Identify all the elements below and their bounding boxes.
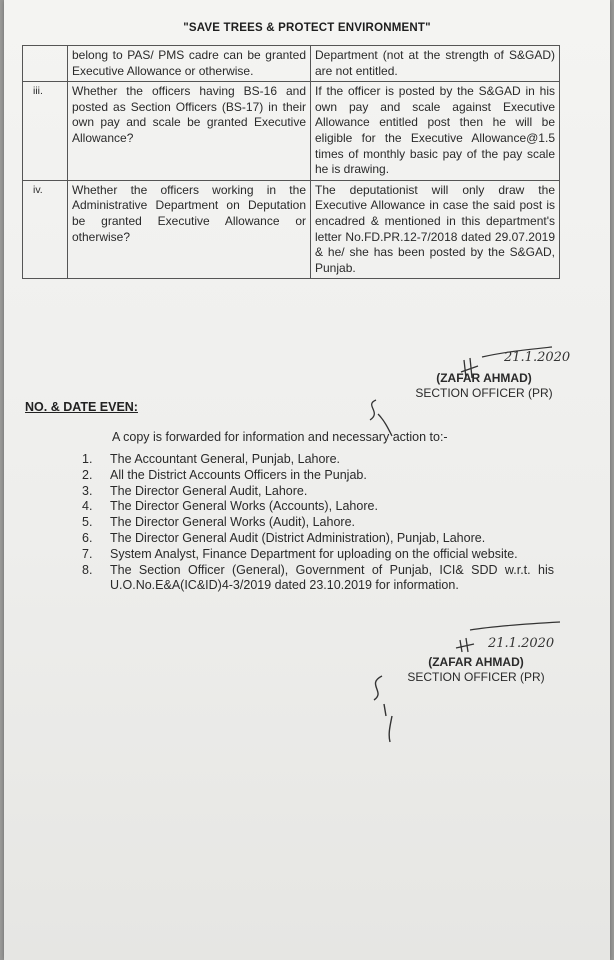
list-item-text: The Director General Audit, Lahore. bbox=[110, 483, 308, 498]
handwritten-date-2: 21.1.2020 bbox=[488, 636, 555, 651]
signature-block-1 bbox=[384, 371, 584, 401]
list-item bbox=[82, 484, 554, 500]
answer-cell: The deputationist will only draw the Executive Allowance in case the said post is encadred & mentioned in this department's letter No.FD.PR.12-7/2018 dated 29.07.2019 & he/ she has been posted by the S&GAD, Punjab. bbox=[311, 180, 560, 279]
signatory-name: (ZAFAR AHMAD) bbox=[428, 655, 524, 669]
list-item bbox=[82, 531, 554, 547]
list-item-text: System Analyst, Finance Department for uploading on the official website. bbox=[110, 546, 518, 561]
list-item-text: The Director General Works (Accounts), Lahore. bbox=[110, 499, 378, 514]
page-header: "SAVE TREES & PROTECT ENVIRONMENT" bbox=[183, 22, 431, 34]
list-item-number: 6. bbox=[82, 530, 93, 545]
list-item-number: 2. bbox=[82, 467, 93, 482]
list-item-number: 1. bbox=[82, 452, 93, 466]
list-item-text: The Section Officer (General), Government of Punjab, ICI& SDD w.r.t. his U.O.No.E&A(IC&ID)4-3/2019 dated 23.10.2019 for information. bbox=[110, 562, 554, 593]
list-item-text: The Director General Works (Audit), Lahore. bbox=[110, 515, 356, 530]
reference-number: NO. & DATE EVEN: bbox=[25, 400, 138, 414]
document-page bbox=[4, 0, 610, 960]
question-cell: belong to PAS/ PMS cadre can be granted Executive Allowance or otherwise. bbox=[68, 46, 311, 82]
question-cell: Whether the officers having BS-16 and posted as Section Officers (BS-17) in their own pay and scale be granted Executive Allowance? bbox=[68, 82, 311, 181]
list-item-text: The Director General Audit (District Administration), Punjab, Lahore. bbox=[110, 530, 486, 545]
list-item bbox=[82, 468, 554, 484]
signatory-title: SECTION OFFICER (PR) bbox=[415, 386, 553, 400]
list-item bbox=[82, 547, 554, 563]
list-item bbox=[82, 563, 554, 595]
list-item-text: All the District Accounts Officers in the Punjab. bbox=[110, 467, 367, 482]
row-number: iv. bbox=[23, 180, 68, 279]
forwarding-note: A copy is forwarded for information and necessary action to:- bbox=[112, 430, 448, 444]
list-item-number: 8. bbox=[82, 562, 93, 577]
handwritten-date-1: 21.1.2020 bbox=[504, 350, 571, 365]
signatory-name: (ZAFAR AHMAD) bbox=[436, 371, 532, 385]
row-number: iii. bbox=[23, 82, 68, 181]
list-item-number: 3. bbox=[82, 483, 93, 498]
list-item-number: 7. bbox=[82, 546, 93, 561]
signature-block-2 bbox=[376, 655, 576, 685]
list-item bbox=[82, 515, 554, 531]
list-item-number: 5. bbox=[82, 515, 93, 530]
list-item bbox=[82, 499, 554, 515]
distribution-list bbox=[82, 452, 554, 594]
list-item-text: The Accountant General, Punjab, Lahore. bbox=[110, 452, 341, 466]
question-cell: Whether the officers working in the Administrative Department on Deputation be granted Executive Allowance or otherwise? bbox=[68, 180, 311, 279]
answer-cell: Department (not at the strength of S&GAD) are not entitled. bbox=[311, 46, 560, 82]
list-item bbox=[82, 452, 554, 468]
answer-cell: If the officer is posted by the S&GAD in his own pay and scale against Executive Allowance entitled post then he will be eligible for the Executive Allowance@1.5 times of monthly basic pay of the pay scale he is drawing. bbox=[311, 82, 560, 181]
signatory-title: SECTION OFFICER (PR) bbox=[407, 670, 545, 684]
list-item-number: 4. bbox=[82, 499, 93, 514]
